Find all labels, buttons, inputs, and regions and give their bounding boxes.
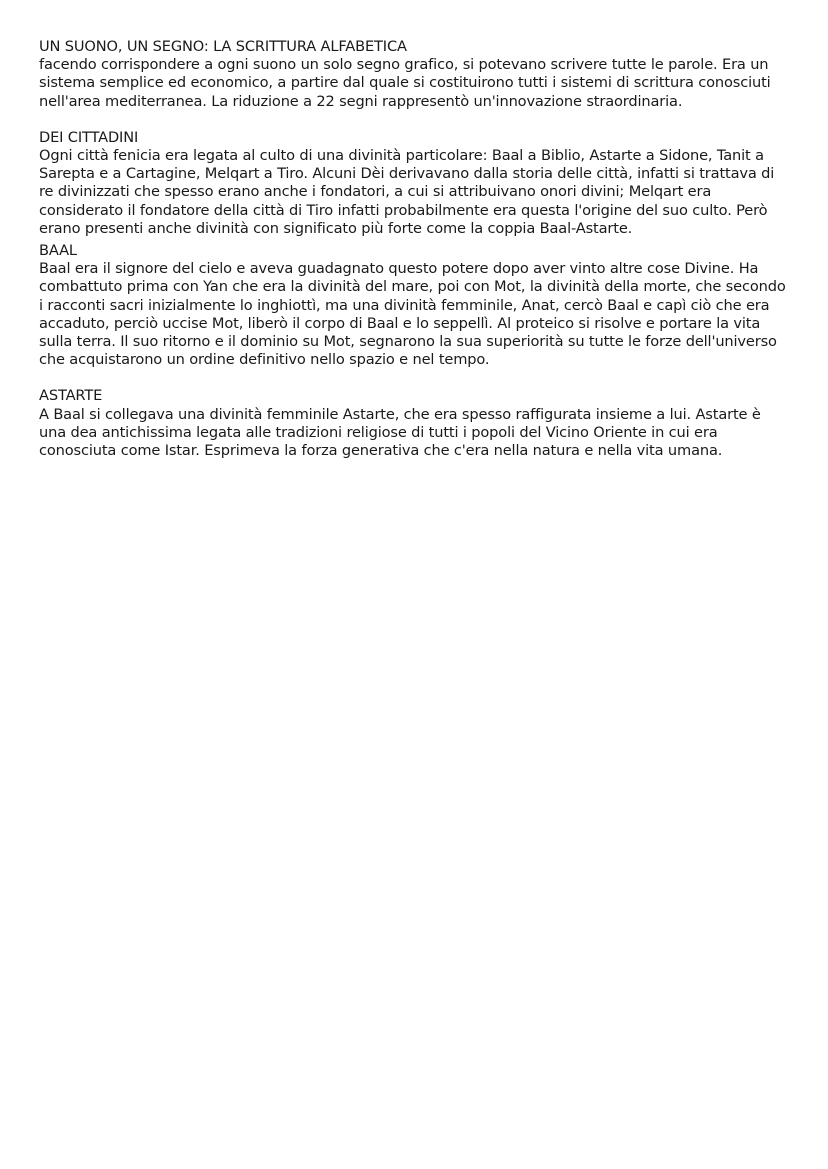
section-heading: BAAL <box>39 242 77 260</box>
section-body: Baal era il signore del cielo e aveva guadagnato questo potere dopo aver vinto altre cose Divine. Ha combattuto prima con Yan che era la divinità del mare, poi con Mot, la divinità della morte, che secondo i racconti sacri inizialmente lo inghiottì, ma una divinità femminile, Anat, cercò Baal e capì ciò che era accaduto, perciò uccise Mot, liberò il corpo di Baal e lo seppellì. Al proteico si risolve e portare la vita sulla terra. Il suo ritorno e il dominio su Mot, segnarono la sua superiorità su tutte le forze dell'universo che acquistarono un ordine definitivo nello spazio e nel tempo. <box>39 260 786 369</box>
section-heading: ASTARTE <box>39 387 103 405</box>
section-scrittura-alfabetica <box>39 38 791 111</box>
section-heading: UN SUONO, UN SEGNO: LA SCRITTURA ALFABETICA <box>39 38 407 55</box>
section-body: A Baal si collegava una divinità femminile Astarte, che era spesso raffigurata insieme a lui. Astarte è una dea antichissima legata alle tradizioni religiose di tutti i popoli del Vicino Oriente in cui era conosciuta come Istar. Esprimeva la forza generativa che c'era nella natura e nella vita umana. <box>39 405 761 460</box>
section-astarte <box>39 387 791 460</box>
document-page <box>39 38 791 460</box>
section-heading: DEI CITTADINI <box>39 128 139 146</box>
section-dei-cittadini <box>39 129 791 238</box>
section-baal <box>39 242 791 369</box>
section-body: Ogni città fenicia era legata al culto di una divinità particolare: Baal a Biblio, Astarte a Sidone, Tanit a Sarepta e a Cartagine, Melqart a Tiro. Alcuni Dèi derivavano dalla storia delle città, infatti si trattava di re divinizzati che spesso erano anche i fondatori, a cui si attribuivano onori divini; Melqart era considerato il fondatore della città di Tiro infatti probabilmente era questa l'origine del suo culto. Però erano presenti anche divinità con significato più forte come la coppia Baal-Astarte. <box>39 147 775 237</box>
section-body: facendo corrispondere a ogni suono un solo segno grafico, si potevano scrivere tutte le parole. Era un sistema semplice ed economico, a partire dal quale si costituirono tutti i sistemi di scrittura conosciuti nell'area mediterranea. La riduzione a 22 segni rappresentò un'innovazione straordinaria. <box>39 56 771 110</box>
